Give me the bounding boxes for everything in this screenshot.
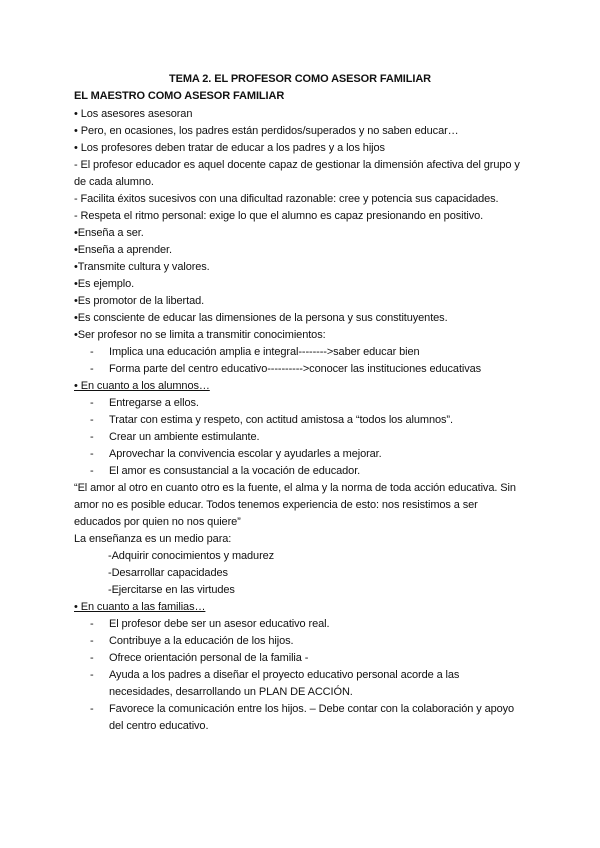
sub-list-item: El amor es consustancial a la vocación de educador.: [109, 465, 361, 477]
paragraph-line: - Facilita éxitos sucesivos con una dificultad razonable: cree y potencia sus capacidades.: [74, 193, 499, 205]
sub-list-item: Contribuye a la educación de los hijos.: [109, 635, 294, 647]
sub-list-item-continuation: del centro educativo.: [109, 720, 209, 732]
list-item: •Es consciente de educar las dimensiones de la persona y sus constituyentes.: [74, 312, 448, 324]
familias-heading: • En cuanto a las familias…: [74, 601, 206, 613]
dash-marker: -: [90, 635, 94, 647]
sub-list-item: Favorece la comunicación entre los hijos. – Debe contar con la colaboración y apoyo: [109, 703, 515, 715]
dash-marker: -: [90, 618, 94, 630]
dash-marker: -: [90, 346, 94, 358]
sub-list-item: Forma parte del centro educativo---------->conocer las instituciones educativas: [109, 363, 482, 375]
list-item: •Es promotor de la libertad.: [74, 295, 205, 307]
ensenanza-intro: La enseñanza es un medio para:: [74, 533, 232, 545]
dash-marker: -: [90, 669, 94, 681]
list-item: •Ser profesor no se limita a transmitir conocimientos:: [74, 329, 326, 341]
document-title: TEMA 2. EL PROFESOR COMO ASESOR FAMILIAR: [168, 73, 432, 85]
list-item: •Enseña a ser.: [74, 227, 144, 239]
dash-marker: -: [90, 448, 94, 460]
sub-list-item: Crear un ambiente estimulante.: [109, 431, 260, 443]
quote-line: amor no es posible educar. Todos tenemos experiencia de esto: nos resistimos a ser: [74, 499, 478, 511]
sub-list-item: Implica una educación amplia e integral-------->saber educar bien: [109, 346, 420, 358]
sub-list-item: El profesor debe ser un asesor educativo real.: [109, 618, 330, 630]
quote-line: “El amor al otro en cuanto otro es la fuente, el alma y la norma de toda acción educativa. Sin: [74, 482, 516, 494]
list-item: • Pero, en ocasiones, los padres están perdidos/superados y no saben educar…: [74, 125, 459, 137]
list-item: • Los profesores deben tratar de educar a los padres y a los hijos: [74, 142, 385, 154]
paragraph-line: - El profesor educador es aquel docente capaz de gestionar la dimensión afectiva del grupo y: [74, 159, 520, 171]
list-item: • Los asesores asesoran: [74, 108, 193, 120]
list-item: •Transmite cultura y valores.: [74, 261, 210, 273]
dash-marker: -: [90, 465, 94, 477]
list-item: •Enseña a aprender.: [74, 244, 172, 256]
section-heading: EL MAESTRO COMO ASESOR FAMILIAR: [74, 90, 285, 102]
dash-marker: -: [90, 363, 94, 375]
dash-marker: -: [90, 397, 94, 409]
sub-list-item: Aprovechar la convivencia escolar y ayudarles a mejorar.: [109, 448, 382, 460]
list-item: •Es ejemplo.: [74, 278, 135, 290]
sub-list-item: -Ejercitarse en las virtudes: [108, 584, 235, 596]
paragraph-line: de cada alumno.: [74, 176, 154, 188]
sub-list-item-continuation: necesidades, desarrollando un PLAN DE ACCIÓN.: [109, 686, 353, 698]
sub-list-item: Entregarse a ellos.: [109, 397, 199, 409]
dash-marker: -: [90, 703, 94, 715]
sub-list-item: Ayuda a los padres a diseñar el proyecto educativo personal acorde a las: [109, 669, 460, 681]
alumnos-heading: • En cuanto a los alumnos…: [74, 380, 210, 392]
sub-list-item: Tratar con estima y respeto, con actitud amistosa a “todos los alumnos”.: [109, 414, 453, 426]
dash-marker: -: [90, 431, 94, 443]
dash-marker: -: [90, 652, 94, 664]
sub-list-item: Ofrece orientación personal de la familia -: [109, 652, 309, 664]
sub-list-item: -Desarrollar capacidades: [108, 567, 228, 579]
paragraph-line: - Respeta el ritmo personal: exige lo que el alumno es capaz presionando en positivo.: [74, 210, 484, 222]
quote-line: educados por quien no nos quiere”: [74, 516, 241, 528]
sub-list-item: -Adquirir conocimientos y madurez: [108, 550, 275, 562]
dash-marker: -: [90, 414, 94, 426]
